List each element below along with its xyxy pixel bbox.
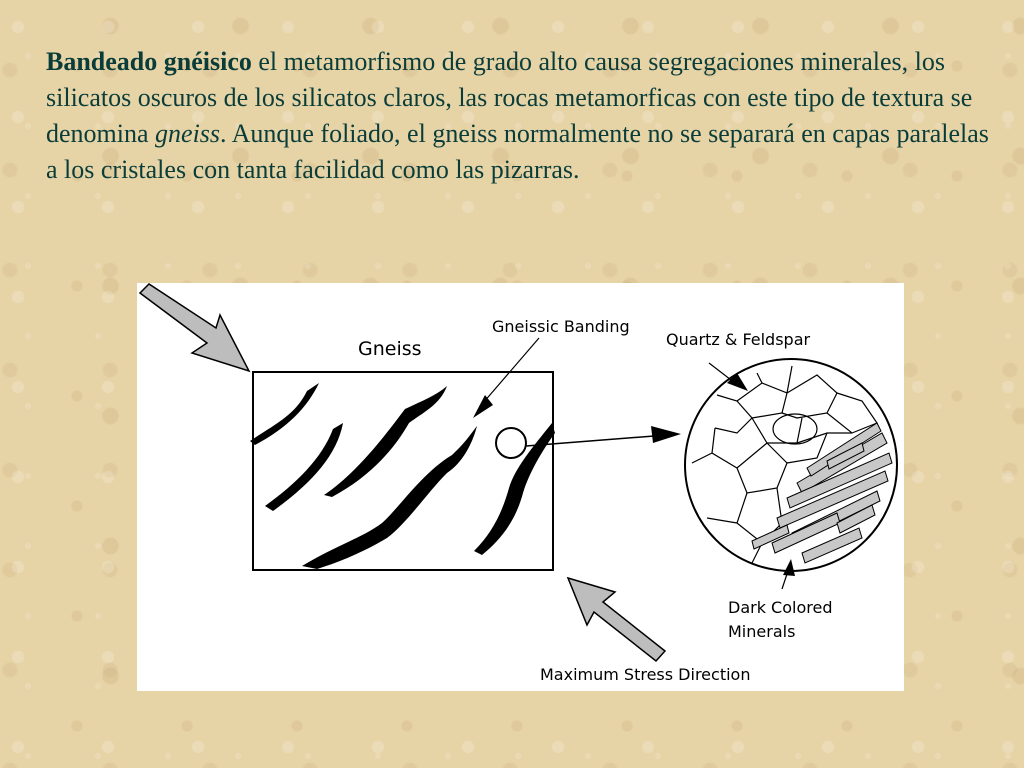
description-part-1: el metamorfismo de grado alto causa segregaciones minerales, los silicatos oscuros de los silicatos claros, las rocas metamorficas con este tipo de textura se denomina	[46, 47, 973, 148]
magnify-arrow-head	[651, 426, 681, 443]
stress-direction-label: Maximum Stress Direction	[540, 665, 751, 684]
gneiss-term: gneiss	[155, 119, 221, 148]
stress-arrow-top	[140, 284, 249, 371]
description-part-2: . Aunque foliado, el gneiss normalmente no se separará en capas paralelas a los cristales con tanta facilidad como las pizarras.	[46, 119, 989, 184]
dark-minerals-label-line1: Dark Colored	[728, 598, 833, 617]
stress-arrow-bottom	[568, 578, 665, 661]
quartz-feldspar-label: Quartz & Feldspar	[666, 330, 811, 349]
description-paragraph	[46, 44, 996, 188]
dark-minerals-label	[728, 596, 832, 644]
gneiss-label: Gneiss	[358, 338, 422, 360]
gneiss-diagram	[137, 283, 904, 691]
gneissic-banding-label: Gneissic Banding	[492, 317, 630, 336]
dark-minerals-label-line2: Minerals	[728, 622, 796, 641]
gneiss-block	[253, 372, 553, 570]
heading-term: Bandeado gnéisico	[46, 47, 252, 76]
